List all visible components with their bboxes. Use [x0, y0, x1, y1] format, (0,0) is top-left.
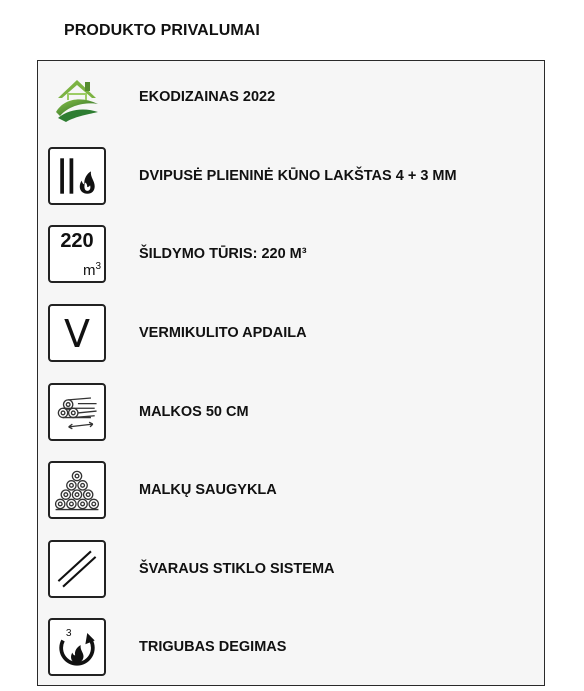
- feature-label: ŠVARAUS STIKLO SISTEMA: [139, 561, 335, 577]
- feature-row-ecodesign: [48, 68, 528, 128]
- clean-glass-icon: [48, 540, 106, 598]
- log-storage-icon: [48, 461, 106, 519]
- steel-sheet-flame-icon: [48, 147, 106, 205]
- feature-row-heating-volume: [48, 225, 528, 285]
- feature-row-triple-burn: [48, 618, 528, 678]
- heating-volume-icon: [48, 225, 106, 283]
- feature-label: MALKŲ SAUGYKLA: [139, 482, 277, 498]
- logs-length-icon: [48, 383, 106, 441]
- feature-label: DVIPUSĖ PLIENINĖ KŪNO LAKŠTAS 4 + 3 MM: [139, 168, 457, 184]
- eco-house-icon: [48, 68, 106, 126]
- feature-label: ŠILDYMO TŪRIS: 220 M³: [139, 246, 307, 262]
- feature-label: MALKOS 50 CM: [139, 404, 249, 420]
- feature-label: EKODIZAINAS 2022: [139, 89, 276, 105]
- vermiculite-icon: [48, 304, 106, 362]
- feature-row-clean-glass: [48, 540, 528, 600]
- section-title: PRODUKTO PRIVALUMAI: [64, 22, 260, 39]
- triple-burn-number: 3: [65, 627, 72, 639]
- feature-label: VERMIKULITO APDAILA: [139, 325, 307, 341]
- heating-volume-unit: $m^3$: [82, 261, 101, 279]
- feature-row-steel-sheet: [48, 147, 528, 207]
- feature-row-log-storage: [48, 461, 528, 521]
- features-panel: [37, 60, 545, 686]
- feature-row-vermiculite: [48, 304, 528, 364]
- heating-volume-number: 220: [60, 230, 94, 252]
- feature-label: TRIGUBAS DEGIMAS: [139, 639, 287, 655]
- feature-row-logs-length: [48, 383, 528, 443]
- triple-burn-icon: [48, 618, 106, 676]
- vermiculite-letter: V: [64, 312, 90, 356]
